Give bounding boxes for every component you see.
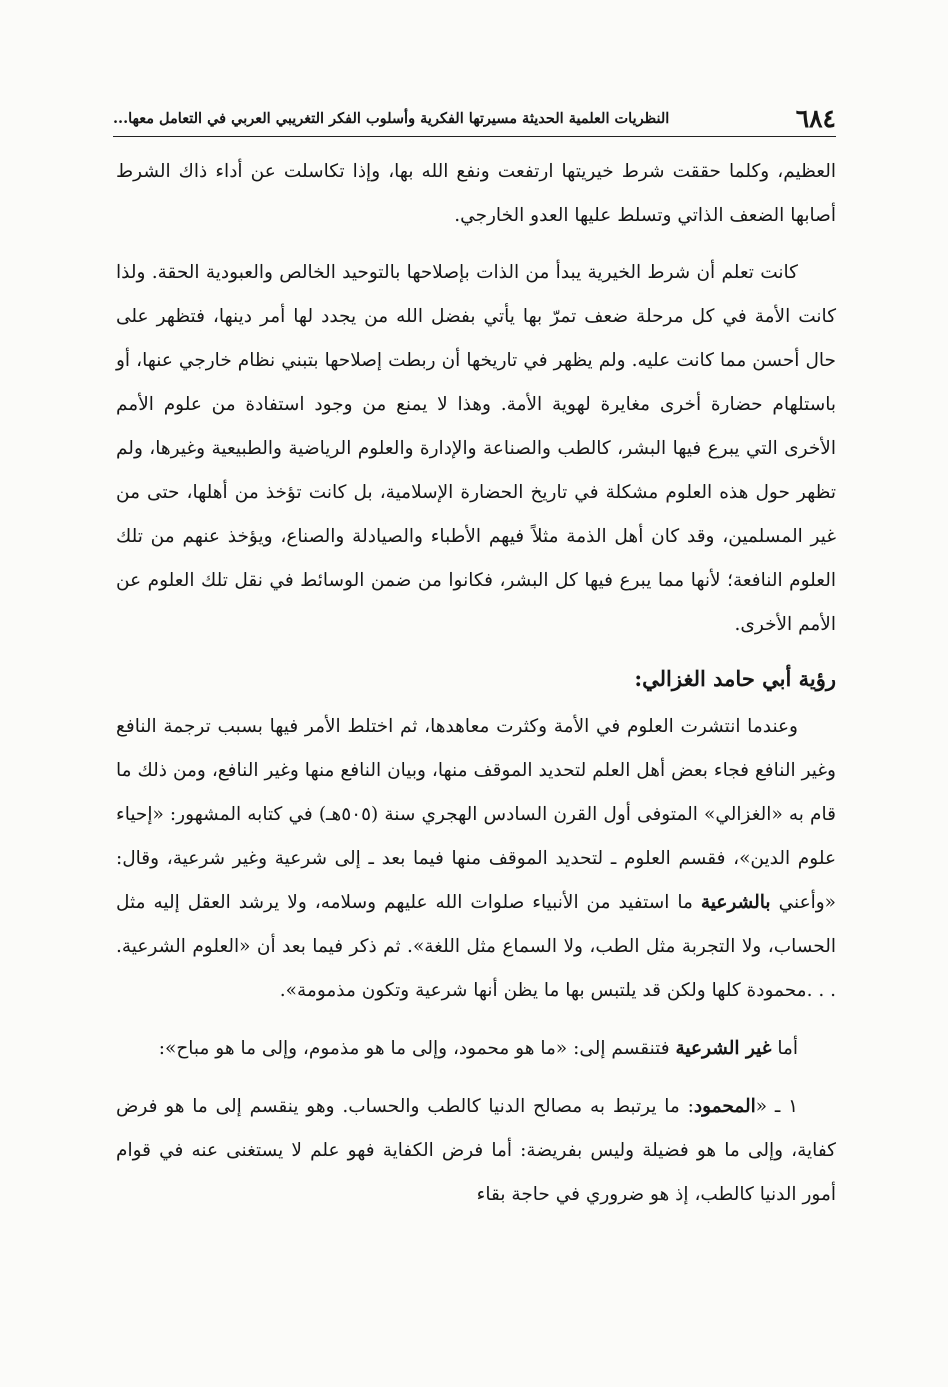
paragraph-5	[116, 1085, 836, 1217]
paragraph-5-bold-term: المحمود	[693, 1096, 756, 1117]
paragraph-4-bold-term: غير الشرعية	[675, 1038, 772, 1059]
paragraph-3-bold-term: بالشرعية	[700, 892, 771, 913]
paragraph-4-part-a: أما	[777, 1038, 798, 1059]
running-head-title: النظريات العلمية الحديثة مسيرتها الفكرية وأسلوب الفكر التغريبي العربي في التعامل معها...	[113, 109, 670, 127]
paragraph-4	[116, 1027, 836, 1071]
page-number: ٦٨٤	[795, 103, 836, 133]
running-head	[113, 100, 836, 137]
body-text	[116, 150, 836, 1217]
paragraph-1: العظيم، وكلما حققت شرط خيريتها ارتفعت ونفع الله بها، وإذا تكاسلت عن أداء ذاك الشرط أصابها الضعف الذاتي وتسلط عليها العدو الخارجي.	[116, 161, 836, 226]
paragraph-3	[116, 705, 836, 1013]
paragraph-3-part-c: ما استفيد من الأنبياء صلوات الله عليهم وسلامه، ولا يرشد العقل إليه مثل الحساب، ولا التجربة مثل الطب، ولا السماع مثل اللغة». ثم ذكر فيما بعد أن «العلوم الشرعية. . . .محمودة كلها ولكن قد يلتبس بها ما يظن أنها شرعية وتكون مذمومة».	[116, 892, 836, 1001]
section-heading: رؤية أبي حامد الغزالي:	[634, 666, 836, 691]
paragraph-5-part-a: ١ ـ «	[755, 1096, 798, 1117]
paragraph-5-part-c: : ما يرتبط به مصالح الدنيا كالطب والحساب. وهو ينقسم إلى ما هو فرض كفاية، وإلى ما هو فضيلة وليس بفريضة: أما فرض الكفاية فهو علم لا يستغنى عنه في قوام أمور الدنيا كالطب، إذ هو ضروري في حاجة بقاء	[116, 1096, 836, 1205]
paragraph-3-part-a: وعندما انتشرت العلوم في الأمة وكثرت معاهدها، ثم اختلط الأمر فيها بسبب ترجمة النافع وغير النافع فجاء بعض أهل العلم لتحديد الموقف منها، وبيان النافع منها وغير النافع، ومن ذلك ما قام به «الغزالي» المتوفى أول القرن السادس الهجري سنة (٥٠٥هـ) في كتابه المشهور: «إحياء علوم الدين»، فقسم العلوم ـ لتحديد الموقف منها فيما بعد ـ إلى شرعية وغير شرعية، وقال: «وأعني	[116, 716, 836, 913]
paragraph-4-part-c: فتنقسم إلى: «ما هو محمود، وإلى ما هو مذموم، وإلى ما هو مباح»:	[158, 1038, 670, 1059]
paragraph-2: كانت تعلم أن شرط الخيرية يبدأ من الذات بإصلاحها بالتوحيد الخالص والعبودية الحقة. ولذا كانت الأمة في كل مرحلة ضعف تمرّ بها يأتي بفضل الله من يجدد لها أمر دينها، فتظهر على حال أحسن مما كانت عليه. ولم يظهر في تاريخها أن ربطت إصلاحها بتبني نظام خارجي عنها، أو باستلهام حضارة أخرى مغايرة لهوية الأمة. وهذا لا يمنع من وجود استفادة من علوم الأمم الأخرى التي يبرع فيها البشر، كالطب والصناعة والإدارة والعلوم الرياضية والطبيعية وغيرها، ولم تظهر حول هذه العلوم مشكلة في تاريخ الحضارة الإسلامية، بل كانت تؤخذ من أهلها، حتى من غير المسلمين، وقد كان أهل الذمة مثلاً فيهم الأطباء والصيادلة والصناع، ويؤخذ عنهم من تلك العلوم النافعة؛ لأنها مما يبرع فيها كل البشر، فكانوا من ضمن الوسائط في نقل تلك العلوم عن الأمم الأخرى.	[116, 262, 837, 635]
